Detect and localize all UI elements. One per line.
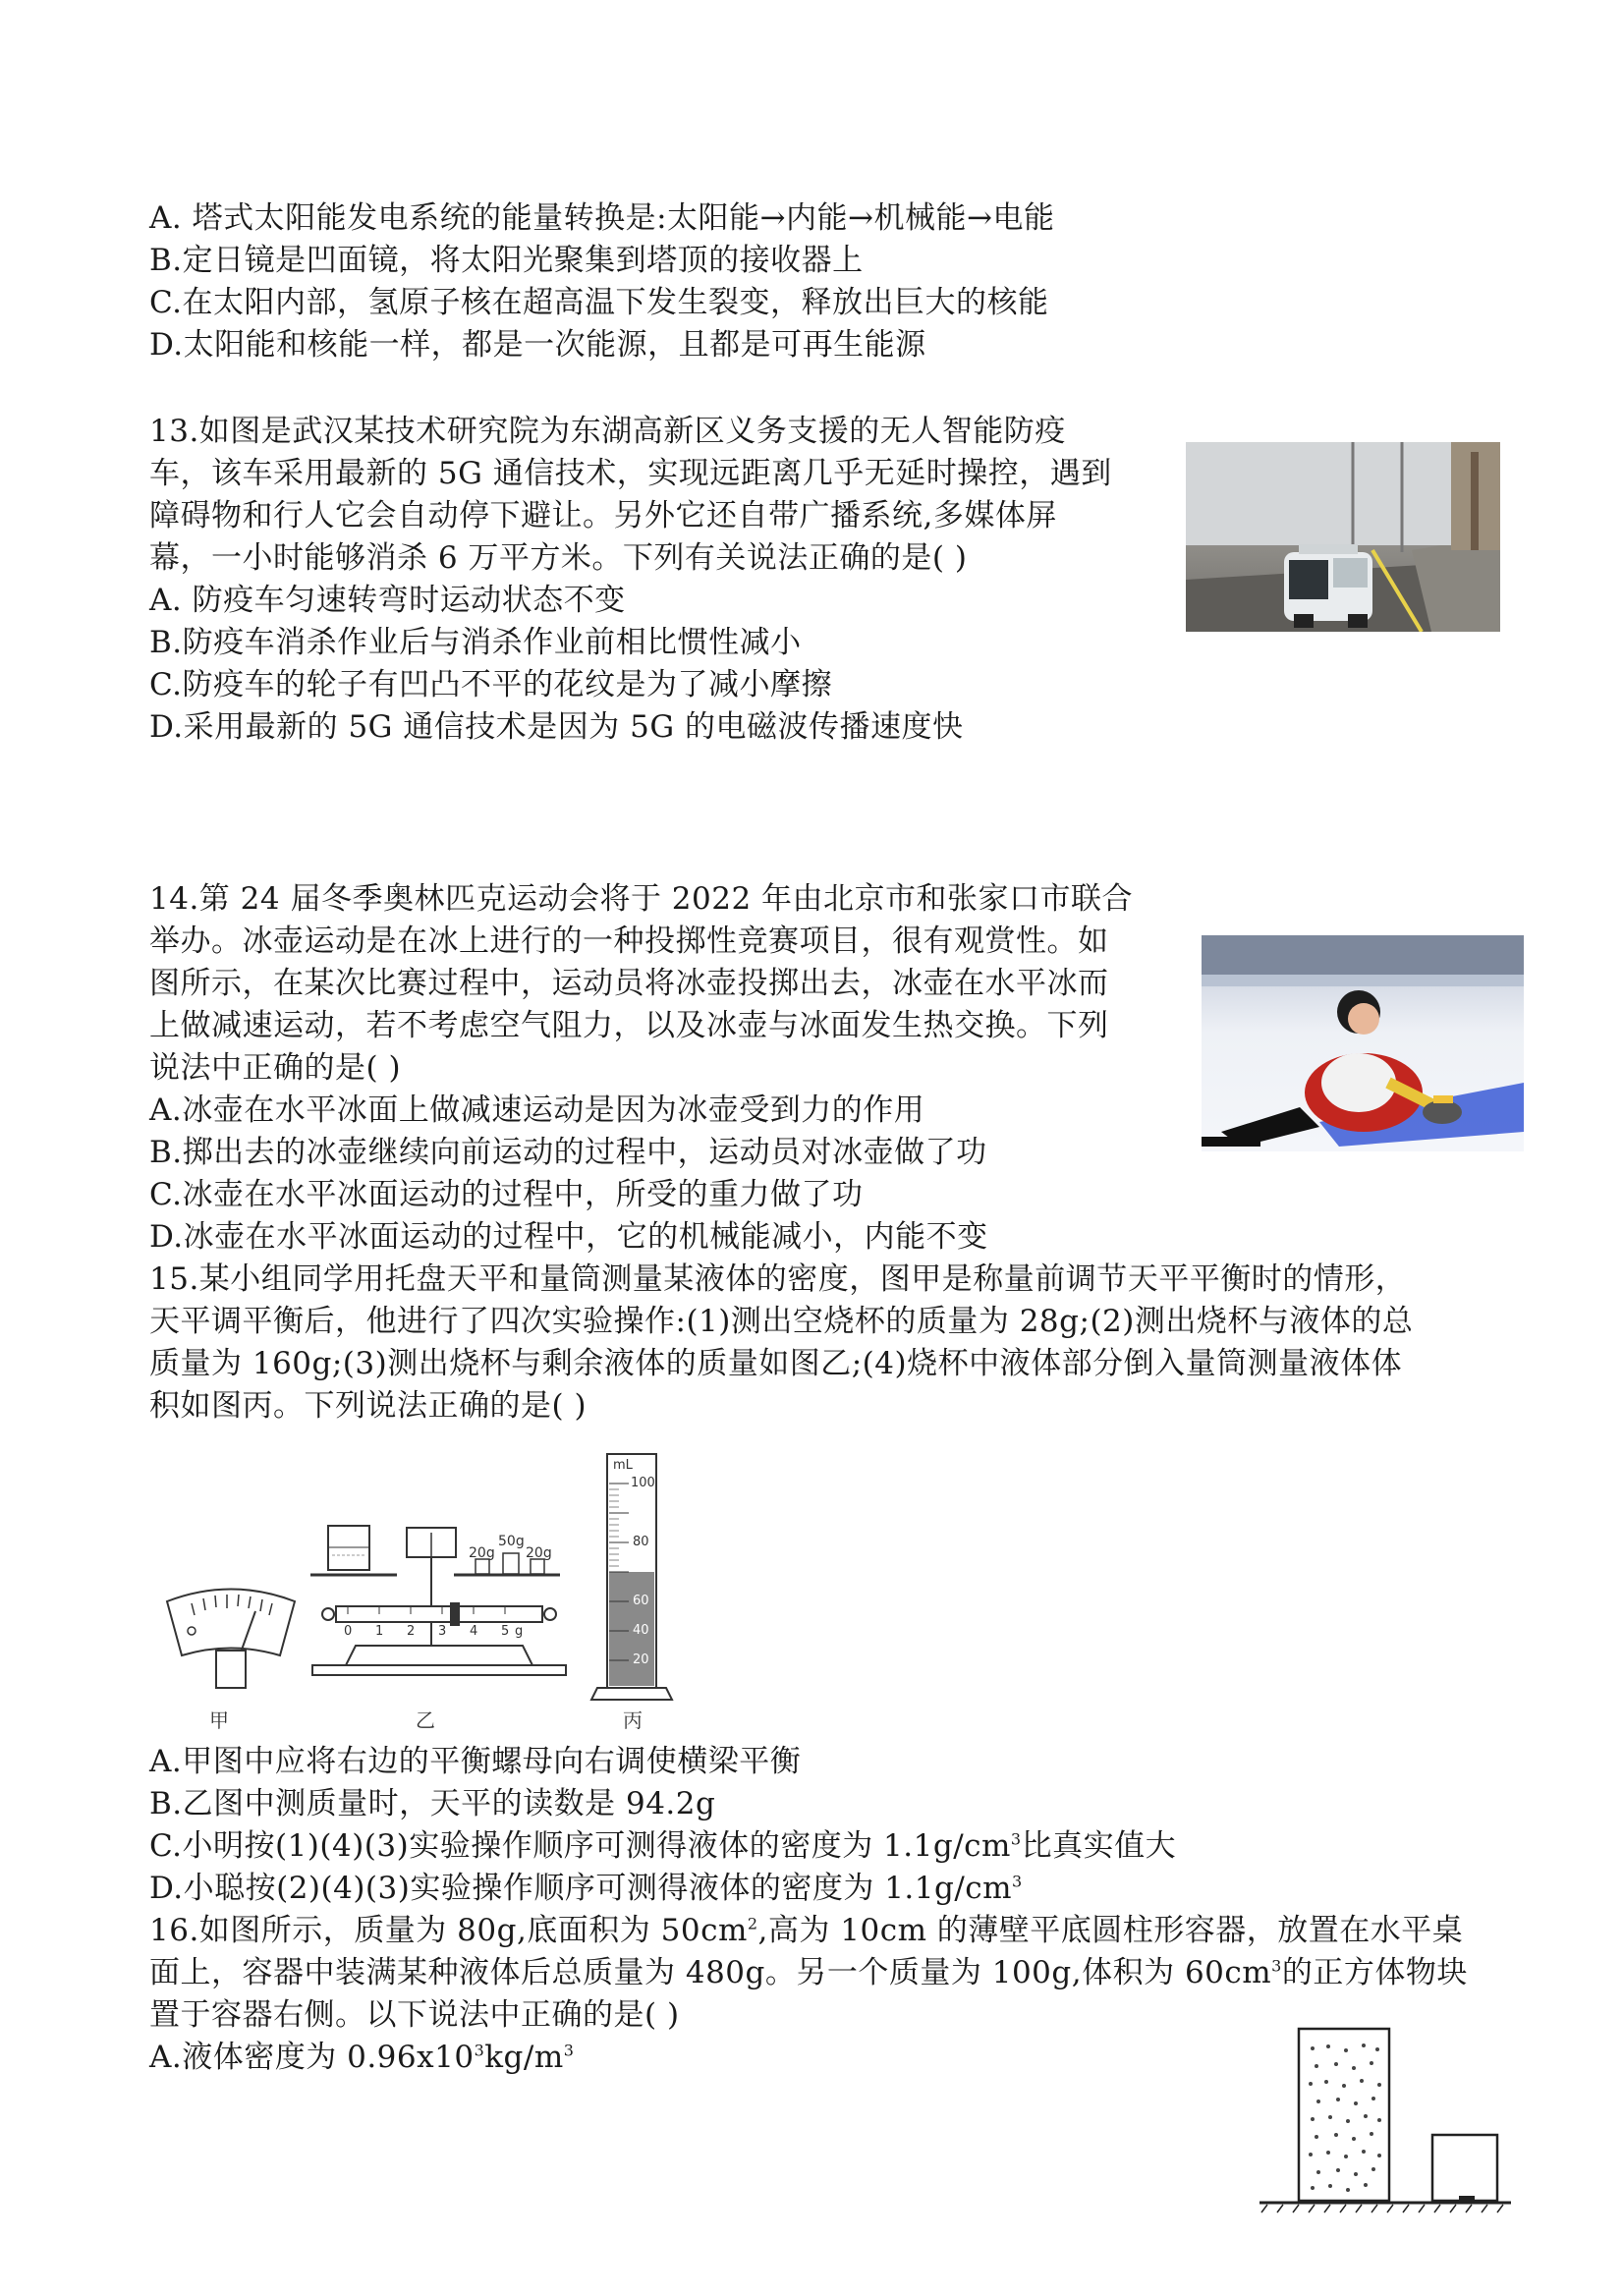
q15-option-b: B.乙图中测质量时，天平的读数是 94.2g: [149, 1786, 716, 1821]
scale-num-0: 0: [344, 1624, 353, 1639]
scale-num-5: 5: [501, 1624, 510, 1639]
weight-label-2: 50g: [498, 1534, 525, 1549]
scale-num-4: 4: [470, 1624, 478, 1639]
q13-option-d: D.采用最新的 5G 通信技术是因为 5G 的电磁波传播速度快: [149, 709, 964, 745]
balance-pointer-dial-figure: [162, 1582, 300, 1690]
cylinder-tick-100: 100: [631, 1476, 655, 1490]
q15-stem-line-3: 质量为 160g;(3)测出烧杯与剩余液体的质量如图乙;(4)烧杯中液体部分倒入量筒测量液体体: [149, 1346, 1403, 1381]
q15-stem-line-2: 天平调平衡后，他进行了四次实验操作:(1)测出空烧杯的质量为 28g;(2)测出烧杯与液体的总: [149, 1304, 1414, 1339]
q15-option-d: D.小聪按(2)(4)(3)实验操作顺序可测得液体的密度为 $1.1g/cm^3$: [149, 1871, 1023, 1906]
q13-option-b: B.防疫车消杀作业后与消杀作业前相比惯性减小: [149, 625, 802, 660]
weight-label-3: 20g: [526, 1545, 552, 1561]
cylinder-tick-20: 20: [633, 1652, 649, 1667]
figure-label-bing: 丙: [623, 1708, 643, 1732]
cylinder-tick-80: 80: [633, 1535, 649, 1549]
q14-stem-line-2: 举办。冰壶运动是在冰上进行的一种投掷性竞赛项目，很有观赏性。如: [149, 924, 1109, 959]
q14-option-c: C.冰壶在水平冰面运动的过程中，所受的重力做了功: [149, 1177, 864, 1212]
figure-label-jia: 甲: [209, 1708, 229, 1732]
q14-stem-line-3: 图所示，在某次比赛过程中，运动员将冰壶投掷出去，冰壶在水平冰而: [149, 966, 1109, 1001]
scale-num-2: 2: [407, 1624, 416, 1639]
q13-option-c: C.防疫车的轮子有凹凸不平的花纹是为了减小摩擦: [149, 667, 832, 702]
balance-with-weights-figure: [307, 1508, 572, 1705]
weight-label-1: 20g: [469, 1545, 495, 1561]
q16-stem-line-1: 16.如图所示，质量为 80g,底面积为 $50cm^2$,高为 10cm 的薄壁平底圆柱形容器，放置在水平桌: [149, 1913, 1464, 1948]
q12-option-d: D.太阳能和核能一样，都是一次能源，且都是可再生能源: [149, 327, 926, 363]
q16-stem-line-2: 面上，容器中装满某种液体后总质量为 480g。另一个质量为 100g,体积为 $60cm^3$的正方体物块: [149, 1955, 1468, 1990]
scale-num-1: 1: [375, 1624, 384, 1639]
q12-option-c: C.在太阳内部，氢原子核在超高温下发生裂变，释放出巨大的核能: [149, 285, 1049, 320]
q13-stem-line-2: 车，该车采用最新的 5G 通信技术，实现远距离几乎无延时操控，遇到: [149, 456, 1112, 491]
q16-stem-line-3: 置于容器右侧。以下说法中正确的是( ): [149, 1997, 680, 2033]
container-and-cube-figure: [1258, 2019, 1513, 2215]
scale-unit: g: [515, 1624, 524, 1639]
q15-option-a: A.甲图中应将右边的平衡螺母向右调使横梁平衡: [149, 1744, 802, 1779]
q14-option-d: D.冰壶在水平冰面运动的过程中，它的机械能减小，内能不变: [149, 1219, 988, 1255]
cylinder-tick-60: 60: [633, 1594, 649, 1608]
q14-option-a: A.冰壶在水平冰面上做减速运动是因为冰壶受到力的作用: [149, 1092, 925, 1128]
q14-stem-line-5: 说法中正确的是( ): [149, 1050, 402, 1086]
q15-stem-line-4: 积如图丙。下列说法正确的是( ): [149, 1388, 588, 1424]
q15-stem-line-1: 15.某小组同学用托盘天平和量筒测量某液体的密度，图甲是称量前调节天平平衡时的情形，: [149, 1261, 1407, 1297]
disinfection-vehicle-photo: [1186, 442, 1500, 632]
q12-option-b: B.定日镜是凹面镜，将太阳光聚集到塔顶的接收器上: [149, 243, 864, 278]
q15-option-c: C.小明按(1)(4)(3)实验操作顺序可测得液体的密度为 $1.1g/cm^3$比真实值大: [149, 1828, 1177, 1864]
figure-label-yi: 乙: [416, 1708, 435, 1732]
q13-stem-line-4: 幕，一小时能够消杀 6 万平方米。下列有关说法正确的是( ): [149, 540, 968, 576]
graduated-cylinder-figure: [589, 1444, 678, 1705]
q14-option-b: B.掷出去的冰壶继续向前运动的过程中，运动员对冰壶做了功: [149, 1135, 987, 1170]
q16-option-a: A.液体密度为 $0.96x10^3kg/m^3$: [149, 2040, 575, 2075]
cylinder-unit: mL: [613, 1458, 633, 1473]
cylinder-tick-40: 40: [633, 1623, 649, 1638]
q14-stem-line-1: 14.第 24 届冬季奥林匹克运动会将于 2022 年由北京市和张家口市联合: [149, 881, 1134, 917]
q12-option-a: A. 塔式太阳能发电系统的能量转换是:太阳能→内能→机械能→电能: [149, 200, 1055, 236]
scale-num-3: 3: [438, 1624, 447, 1639]
q13-option-a: A. 防疫车匀速转弯时运动状态不变: [149, 583, 626, 618]
q14-stem-line-4: 上做减速运动，若不考虑空气阻力，以及冰壶与冰面发生热交换。下列: [149, 1008, 1109, 1043]
q13-stem-line-3: 障碍物和行人它会自动停下避让。另外它还自带广播系统,多媒体屏: [149, 498, 1057, 533]
curling-athlete-photo: [1202, 935, 1524, 1151]
q13-stem-line-1: 13.如图是武汉某技术研究院为东湖高新区义务支援的无人智能防疫: [149, 414, 1066, 449]
